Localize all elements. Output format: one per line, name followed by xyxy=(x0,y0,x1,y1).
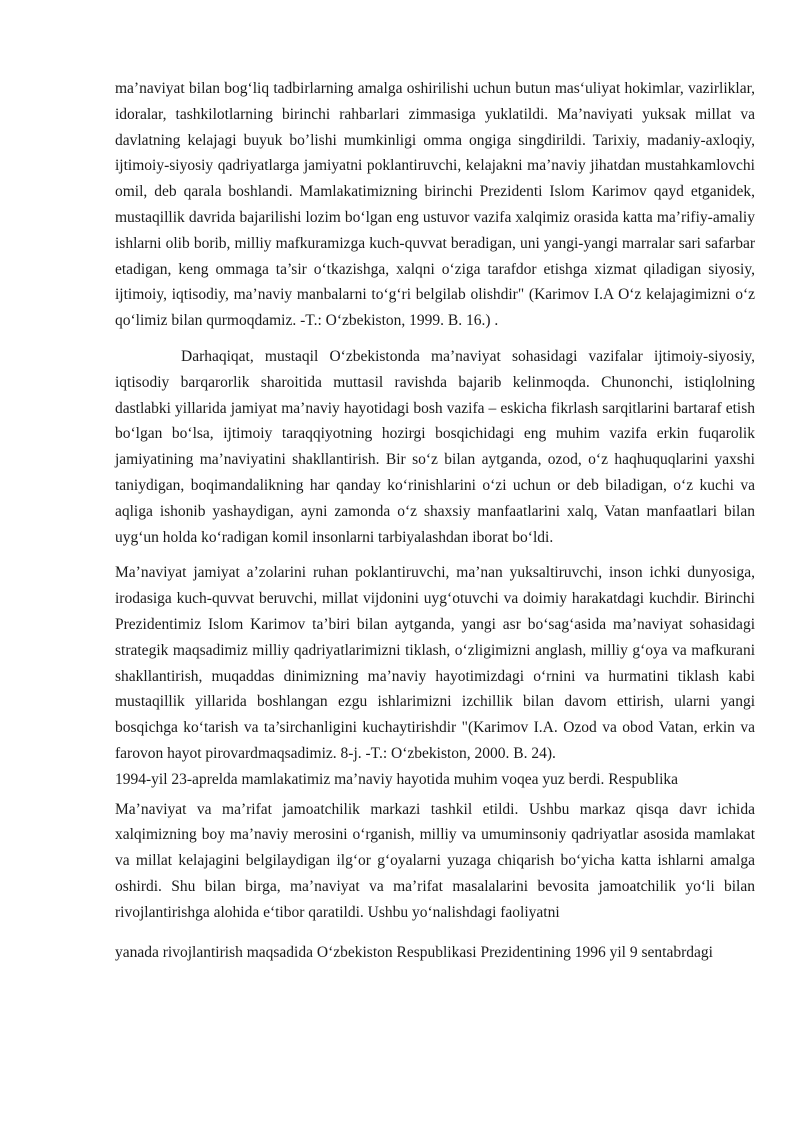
paragraph-6: yanada rivojlantirish maqsadida O‘zbekiston Respublikasi Prezidentining 1996 yil 9 sentabrdagi xyxy=(115,943,713,961)
paragraph-4: 1994-yil 23-aprelda mamlakatimiz ma’naviy hayotida muhim voqea yuz berdi. Respublika xyxy=(115,770,679,788)
document-page xyxy=(115,76,755,965)
paragraph-1: ma’naviyat bilan bog‘liq tadbirlarning amalga oshirilishi uchun butun mas‘uliyat hokimlar, vazirliklar, idoralar, tashkilotlarning birinchi rahbarlari zimmasiga yuklatildi. Ma’naviyati yuksak millat va davlatning kelajagi buyuk bo’lishi mumkinligi omma ongiga singdirildi. Tarixiy, madaniy-axloqiy, ijtimoiy-siyosiy qadriyatlarga jamiyatni poklantiruvchi, kelajakni ma’naviy jihatdan mustahkamlovchi omil, deb qarala boshlandi. Mamlakatimizning birinchi Prezidenti Islom Karimov qayd etganidek, mustaqillik davrida bajarilishi lozim bo‘lgan eng ustuvor vazifa xalqimiz orasida katta ma’rifiy-amaliy ishlarni olib borib, milliy mafkuramizga kuch-quvvat beradigan, uni yangi-yangi marralar sari safarbar etadigan, keng ommaga ta’sir o‘tkazishga, xalqni o‘ziga tarafdor etishga xizmat qiladigan siyosiy, ijtimoiy, iqtisodiy, ma’naviy manbalarni to‘g‘ri belgilab olishdir" (Karimov I.A O‘z kelajagimizni o‘z qo‘limiz bilan qurmoqdamiz. -T.: O‘zbekiston, 1999. B. 16.) . xyxy=(115,80,755,330)
paragraph-3: Ma’naviyat jamiyat a’zolarini ruhan poklantiruvchi, ma’nan yuksaltiruvchi, inson ichki dunyosiga, irodasiga kuch-quvvat beruvchi, millat vijdonini uyg‘otuvchi va doimiy harakatdagi kuchdir. Birinchi Prezidentimiz Islom Karimov ta’biri bilan aytganda, yangi asr bo‘sag‘asida ma’naviyat sohasidagi strategik maqsadimiz milliy qadriyatlarimizni tiklash, o‘zligimizni anglash, milliy g‘oya va mafkurani shakllantirish, muqaddas dinimizning ma’naviy hayotimizdagi o‘rnini va hurmatini tiklash kabi mustaqillik yillarida boshlangan ezgu ishlarimizni izchillik bilan davom ettirish, ularni yangi bosqichga ko‘tarish va ta’sirchanligini kuchaytirishdir "(Karimov I.A. Ozod va obod Vatan, erkin va farovon hayot pirovardmaqsadimiz. 8-j. -T.: O‘zbekiston, 2000. B. 24). xyxy=(115,564,755,762)
paragraph-2: Darhaqiqat, mustaqil O‘zbekistonda ma’naviyat sohasidagi vazifalar ijtimoiy-siyosiy, iqtisodiy barqarorlik sharoitida muttasil ravishda bajarib kelinmoqda. Chunonchi, istiqlolning dastlabki yillarida jamiyat ma’naviy hayotidagi bosh vazifa – eskicha fikrlash sarqitlarini bartaraf etish bo‘lgan bo‘lsa, ijtimoiy taraqqiyotning hozirgi bosqichidagi eng muhim vazifa erkin fuqarolik jamiyatining ma’naviyatini shakllantirish. Bir so‘z bilan aytganda, ozod, o‘z haqhuquqlarini yaxshi taniydigan, boqimandalikning har qanday ko‘rinishlarini o‘zi uchun or deb biladigan, o‘z kuchi va aqliga ishonib yashaydigan, ayni zamonda o‘z shaxsiy manfaatlarini xalq, Vatan manfaatlari bilan uyg‘un holda ko‘radigan komil insonlarni tarbiyalashdan iborat bo‘ldi. xyxy=(115,347,755,546)
paragraph-5: Ma’naviyat va ma’rifat jamoatchilik markazi tashkil etildi. Ushbu markaz qisqa davr ichida xalqimizning boy ma’naviy merosini o‘rganish, milliy va umuminsoniy qadriyatlar asosida mamlakat va millat kelajagini belgilaydigan ilg‘or g‘oyalarni yuzaga chiqarish bo‘yicha katta ishlarni amalga oshirdi. Shu bilan birga, ma’naviyat va ma’rifat masalalarini bevosita jamoatchilik yo‘li bilan rivojlantirishga alohida e‘tibor qaratildi. Ushbu yo‘nalishdagi faoliyatni xyxy=(115,800,755,921)
